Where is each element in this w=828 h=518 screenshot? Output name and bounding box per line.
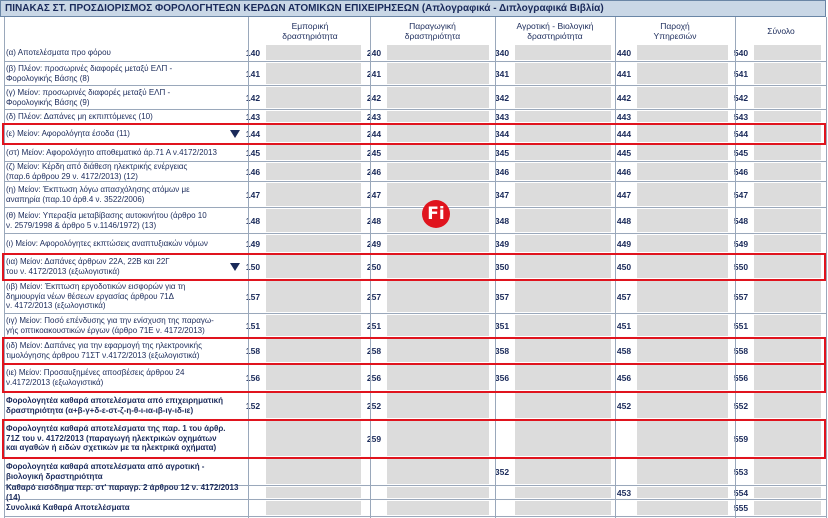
value-cell[interactable] xyxy=(266,45,361,60)
value-cell[interactable] xyxy=(387,45,489,60)
value-cell[interactable] xyxy=(515,459,611,484)
field-code: 145 xyxy=(245,147,261,158)
field-code: 452 xyxy=(616,400,632,411)
field-code: 448 xyxy=(616,215,632,226)
field-code: 251 xyxy=(366,320,382,331)
row-description: Καθαρό εισόδημα περ. στ' παραγρ. 2 άρθρου 12 ν. 4172/2013 (14) xyxy=(6,483,239,502)
field-code: 143 xyxy=(245,111,261,122)
field-code: 555 xyxy=(733,503,749,513)
value-cell[interactable] xyxy=(515,63,611,84)
value-cell[interactable] xyxy=(266,145,361,160)
table-row xyxy=(4,62,826,86)
row-description: Φορολογητέα καθαρά αποτελέσματα από επιχειρηματική δραστηριότητα (α+β-γ+δ-ε-στ-ζ-η-θ-ι-ια-ιβ-ιγ-ιδ-ιε) xyxy=(6,396,224,415)
field-code: 357 xyxy=(494,291,510,302)
field-code: 241 xyxy=(366,68,382,79)
field-code: 440 xyxy=(616,47,632,58)
value-cell[interactable] xyxy=(637,501,728,515)
field-code: 447 xyxy=(616,189,632,200)
field-code: 351 xyxy=(494,320,510,331)
table-title: ΠΙΝΑΚΑΣ ΣΤ. ΠΡΟΣΔΙΟΡΙΣΜΟΣ ΦΟΡΟΛΟΓΗΤΕΩΝ ΚΕΡΔΩΝ ΑΤΟΜΙΚΩΝ ΕΠΙΧΕΙΡΗΣΕΩΝ (Απλογραφικά - Διπλογραφικά Βιβλία) xyxy=(0,0,826,17)
field-code: 356 xyxy=(494,372,510,383)
value-cell[interactable] xyxy=(266,87,361,108)
value-cell[interactable] xyxy=(754,459,821,484)
value-cell[interactable] xyxy=(387,281,489,312)
field-code: 553 xyxy=(733,466,749,477)
field-code: 248 xyxy=(366,215,382,226)
value-cell[interactable] xyxy=(637,163,728,180)
value-cell[interactable] xyxy=(515,487,611,498)
row-description: (ιδ) Μείον: Δαπάνες για την εφαρμογή της ηλεκτρονικής τιμολόγησης άρθρου 71ΣΤ ν.4172/2013 (εξωλογιστικά) xyxy=(6,341,202,360)
field-code: 542 xyxy=(733,92,749,103)
row-description: (στ) Μείον: Αφορολόγητο αποθεματικό άρ.71 Α ν.4172/2013 xyxy=(6,147,217,157)
column-header-productive: Παραγωγική δραστηριότητα xyxy=(404,20,461,41)
value-cell[interactable] xyxy=(266,209,361,232)
row-description: (β) Πλέον: προσωρινές διαφορές μεταξύ ΕΛΠ - Φορολογικής Βάσης (8) xyxy=(6,64,173,83)
table-row xyxy=(4,280,826,314)
field-code: 243 xyxy=(366,111,382,122)
field-code: 550 xyxy=(733,261,749,272)
field-code xyxy=(489,500,515,516)
value-cell[interactable] xyxy=(387,63,489,84)
field-code: 344 xyxy=(494,128,510,139)
value-cell[interactable] xyxy=(754,87,821,108)
table-row xyxy=(4,314,826,338)
field-code: 348 xyxy=(494,215,510,226)
field-code: 559 xyxy=(733,433,749,444)
table-row xyxy=(4,86,826,110)
value-cell[interactable] xyxy=(637,315,728,336)
row-highlight-box xyxy=(2,253,826,281)
field-code: 258 xyxy=(366,345,382,356)
value-cell[interactable] xyxy=(637,111,728,122)
row-description: (ε) Μείον: Αφορολόγητα έσοδα (11) xyxy=(6,128,130,138)
value-cell[interactable] xyxy=(266,235,361,252)
field-code: 446 xyxy=(616,166,632,177)
value-cell[interactable] xyxy=(754,235,821,252)
value-cell[interactable] xyxy=(637,487,728,498)
table-row xyxy=(4,110,826,124)
value-cell[interactable] xyxy=(266,487,361,498)
field-code: 246 xyxy=(366,166,382,177)
value-cell[interactable] xyxy=(754,209,821,232)
value-cell[interactable] xyxy=(754,487,821,498)
field-code: 556 xyxy=(733,372,749,383)
field-code: 245 xyxy=(366,147,382,158)
value-cell[interactable] xyxy=(754,183,821,206)
table-row xyxy=(4,44,826,62)
value-cell[interactable] xyxy=(266,63,361,84)
row-description: (ιγ) Μείον: Ποσό επένδυσης για την ενίσχυση της παραγω- γής οπτικοακουστικών έργων (άρθρο 71Ε ν. 4172/2013) xyxy=(6,316,214,335)
field-code: 151 xyxy=(245,320,261,331)
row-highlight-box xyxy=(2,419,826,459)
value-cell[interactable] xyxy=(515,393,611,418)
table-row xyxy=(4,458,826,486)
field-code: 141 xyxy=(245,68,261,79)
field-code xyxy=(361,458,387,485)
table-row xyxy=(4,208,826,234)
value-cell[interactable] xyxy=(754,315,821,336)
value-cell[interactable] xyxy=(387,487,489,498)
field-code: 545 xyxy=(733,147,749,158)
field-code: 541 xyxy=(733,68,749,79)
field-code: 442 xyxy=(616,92,632,103)
row-description: (ζ) Μείον: Κέρδη από διάθεση ηλεκτρικής ενέργειας (παρ.6 άρθρου 29 ν. 4172/2013) (12) xyxy=(6,162,188,181)
value-cell[interactable] xyxy=(515,87,611,108)
field-code: 242 xyxy=(366,92,382,103)
field-code xyxy=(361,486,387,499)
value-cell[interactable] xyxy=(515,209,611,232)
field-code: 350 xyxy=(494,261,510,272)
field-code: 552 xyxy=(733,400,749,411)
value-cell[interactable] xyxy=(754,111,821,122)
row-description: (γ) Μείον: προσωρινές διαφορές μεταξύ ΕΛΠ - Φορολογικής Βάσης (9) xyxy=(6,88,171,107)
field-code: 158 xyxy=(245,345,261,356)
field-code: 256 xyxy=(366,372,382,383)
value-cell[interactable] xyxy=(515,281,611,312)
value-cell[interactable] xyxy=(754,63,821,84)
field-code: 340 xyxy=(494,47,510,58)
field-code: 146 xyxy=(245,166,261,177)
row-highlight-box xyxy=(2,337,826,365)
value-cell[interactable] xyxy=(387,145,489,160)
field-code: 548 xyxy=(733,215,749,226)
field-code: 443 xyxy=(616,111,632,122)
field-code: 147 xyxy=(245,189,261,200)
row-description: (α) Αποτελέσματα προ φόρου xyxy=(6,47,111,57)
value-cell[interactable] xyxy=(754,45,821,60)
field-code: 250 xyxy=(366,261,382,272)
field-code: 257 xyxy=(366,291,382,302)
value-cell[interactable] xyxy=(266,393,361,418)
value-cell[interactable] xyxy=(387,501,489,515)
field-code: 547 xyxy=(733,189,749,200)
value-cell[interactable] xyxy=(515,45,611,60)
grid-line xyxy=(826,17,827,518)
field-code: 249 xyxy=(366,238,382,249)
field-code: 259 xyxy=(366,433,382,444)
table-row xyxy=(4,162,826,182)
value-cell[interactable] xyxy=(637,63,728,84)
field-code: 358 xyxy=(494,345,510,356)
table-row xyxy=(4,234,826,254)
field-code: 554 xyxy=(733,487,749,498)
field-code: 557 xyxy=(733,291,749,302)
row-description: Φορολογητέα καθαρά αποτελέσματα από αγροτική - βιολογική δραστηριότητα xyxy=(6,462,205,481)
value-cell[interactable] xyxy=(637,87,728,108)
value-cell[interactable] xyxy=(637,183,728,206)
value-cell[interactable] xyxy=(387,235,489,252)
value-cell[interactable] xyxy=(515,501,611,515)
value-cell[interactable] xyxy=(754,281,821,312)
value-cell[interactable] xyxy=(637,209,728,232)
table-row xyxy=(4,182,826,208)
field-code xyxy=(489,486,515,499)
value-cell[interactable] xyxy=(754,501,821,515)
field-code: 458 xyxy=(616,345,632,356)
field-code: 449 xyxy=(616,238,632,249)
field-code: 150 xyxy=(245,261,261,272)
field-code: 343 xyxy=(494,111,510,122)
field-code: 345 xyxy=(494,147,510,158)
row-description: (ι) Μείον: Αφορολόγητες εκπτώσεις αναπτυξιακών νόμων xyxy=(6,238,208,248)
column-header-commercial: Εμπορική δραστηριότητα xyxy=(282,20,338,41)
table-row xyxy=(4,392,826,420)
value-cell[interactable] xyxy=(754,163,821,180)
row-description: (ιε) Μείον: Προσαυξημένες αποσβέσεις άρθρου 24 ν.4172/2013 (εξωλογιστικά) xyxy=(6,368,185,387)
row-description: Συνολικά Καθαρά Αποτελέσματα xyxy=(6,503,130,513)
value-cell[interactable] xyxy=(387,459,489,484)
value-cell[interactable] xyxy=(515,315,611,336)
row-description: (ιβ) Μείον: Έκπτωση εργοδοτικών εισφορών για τη δημιουργία νέων θέσεων εργασίας άρθρου 71Δ ν. 4172/2013 (εξωλογιστικά) xyxy=(6,282,186,311)
table-row xyxy=(4,500,826,517)
value-cell[interactable] xyxy=(387,87,489,108)
column-header-services: Παροχή Υπηρεσιών xyxy=(653,20,697,41)
field-code: 441 xyxy=(616,68,632,79)
field-code xyxy=(489,392,515,419)
field-code xyxy=(361,500,387,516)
field-code: 240 xyxy=(366,47,382,58)
value-cell[interactable] xyxy=(266,459,361,484)
row-description: (δ) Πλέον: Δαπάνες μη εκπιπτόμενες (10) xyxy=(6,111,153,121)
column-header-total: Σύνολο xyxy=(767,25,795,36)
field-code: 148 xyxy=(245,215,261,226)
field-code: 551 xyxy=(733,320,749,331)
field-code: 142 xyxy=(245,92,261,103)
value-cell[interactable] xyxy=(637,145,728,160)
value-cell[interactable] xyxy=(515,235,611,252)
field-code: 445 xyxy=(616,147,632,158)
field-code: 342 xyxy=(494,92,510,103)
row-description: (η) Μείον: Έκπτωση λόγω απασχόλησης ατόμων με αναπηρία (παρ.10 άρθ.4 ν. 3522/2006) xyxy=(6,185,190,204)
field-code: 546 xyxy=(733,166,749,177)
column-header-agricultural: Αγροτική - Βιολογική δραστηριότητα xyxy=(516,20,594,41)
field-code: 244 xyxy=(366,128,382,139)
field-code xyxy=(240,458,266,485)
value-cell[interactable] xyxy=(515,183,611,206)
field-code: 451 xyxy=(616,320,632,331)
value-cell[interactable] xyxy=(266,111,361,122)
row-description: (θ) Μείον: Υπεραξία μεταβίβασης αυτοκινήτου (άρθρο 10 ν. 2579/1998 & άρθρο 5 ν.1146/1972) (13) xyxy=(6,211,207,230)
field-code: 341 xyxy=(494,68,510,79)
value-cell[interactable] xyxy=(754,145,821,160)
field-code: 444 xyxy=(616,128,632,139)
value-cell[interactable] xyxy=(754,393,821,418)
field-code xyxy=(240,500,266,516)
value-cell[interactable] xyxy=(387,111,489,122)
field-code: 149 xyxy=(245,238,261,249)
value-cell[interactable] xyxy=(266,183,361,206)
value-cell[interactable] xyxy=(266,281,361,312)
logo-badge: Fi xyxy=(422,200,450,228)
field-code: 152 xyxy=(245,400,261,411)
table-row xyxy=(4,483,826,502)
field-code: 543 xyxy=(733,111,749,122)
field-code: 156 xyxy=(245,372,261,383)
row-highlight-box xyxy=(2,363,826,393)
field-code: 140 xyxy=(245,47,261,58)
field-code: 558 xyxy=(733,345,749,356)
value-cell[interactable] xyxy=(515,111,611,122)
value-cell[interactable] xyxy=(637,45,728,60)
value-cell[interactable] xyxy=(637,281,728,312)
field-code: 157 xyxy=(245,291,261,302)
value-cell[interactable] xyxy=(387,163,489,180)
field-code: 549 xyxy=(733,238,749,249)
field-code: 450 xyxy=(616,261,632,272)
value-cell[interactable] xyxy=(387,315,489,336)
value-cell[interactable] xyxy=(637,459,728,484)
row-description: (ια) Μείον: Δαπάνες άρθρων 22Α, 22Β και 22Γ του ν. 4172/2013 (εξωλογιστικά) xyxy=(6,257,170,276)
row-highlight-box xyxy=(2,123,826,145)
table-row xyxy=(4,144,826,162)
value-cell[interactable] xyxy=(515,145,611,160)
field-code: 346 xyxy=(494,166,510,177)
field-code: 352 xyxy=(494,466,510,477)
field-code: 540 xyxy=(733,47,749,58)
field-code: 544 xyxy=(733,128,749,139)
row-description: Φορολογητέα καθαρά αποτελέσματα της παρ. 1 του άρθρ. 71Ζ του ν. 4172/2013 (παραγωγή ηλεκτρικών οχημάτων και αγαθών ή ειδών σχετικών με τα ηλεκτρικά οχήματα) xyxy=(6,424,226,453)
value-cell[interactable] xyxy=(266,315,361,336)
field-code: 457 xyxy=(616,291,632,302)
value-cell[interactable] xyxy=(637,393,728,418)
field-code: 347 xyxy=(494,189,510,200)
field-code: 247 xyxy=(366,189,382,200)
field-code: 349 xyxy=(494,238,510,249)
field-code: 252 xyxy=(366,400,382,411)
value-cell[interactable] xyxy=(387,393,489,418)
value-cell[interactable] xyxy=(266,163,361,180)
value-cell[interactable] xyxy=(515,163,611,180)
field-code: 456 xyxy=(616,372,632,383)
value-cell[interactable] xyxy=(637,235,728,252)
field-code: 453 xyxy=(616,487,632,498)
field-code: 144 xyxy=(245,128,261,139)
field-code xyxy=(240,486,266,499)
value-cell[interactable] xyxy=(266,501,361,515)
